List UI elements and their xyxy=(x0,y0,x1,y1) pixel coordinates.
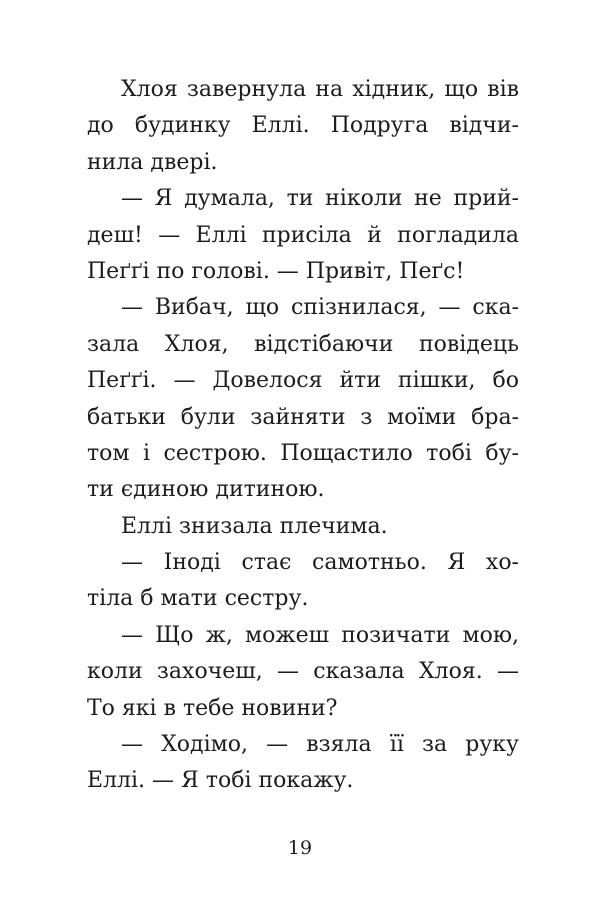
text-line-17: коли захочеш, — сказала Хлоя. — xyxy=(87,659,519,685)
text-line-10: батьки були зайняти з моїми бра- xyxy=(87,404,519,430)
text-line-13: Еллі знизала плечима. xyxy=(121,513,388,539)
text-line-4: — Я думала, ти ніколи не прий- xyxy=(121,186,519,212)
text-line-2: до будинку Еллі. Подруга відчи- xyxy=(87,113,519,139)
text-line-14: — Іноді стає самотньо. Я хо- xyxy=(121,550,519,576)
text-line-3: нила двері. xyxy=(87,149,218,175)
text-line-16: — Що ж, можеш позичати мою, xyxy=(121,622,519,648)
text-line-18: То які в тебе новини? xyxy=(87,695,338,721)
text-line-12: ти єдиною дитиною. xyxy=(87,477,325,503)
text-line-20: Еллі. — Я тобі покажу. xyxy=(87,768,354,794)
text-line-6: Пеґґі по голові. — Привіт, Пеґс! xyxy=(87,258,465,284)
text-line-9: Пеґґі. — Довелося йти пішки, бо xyxy=(87,368,519,394)
text-line-11: том і сестрою. Пощастило тобі бу- xyxy=(87,440,519,466)
text-line-7: — Вибач, що спізнилася, — ска- xyxy=(121,295,519,321)
page-number: 19 xyxy=(287,837,313,859)
text-line-8: зала Хлоя, відстібаючи повідець xyxy=(87,331,519,357)
text-line-15: тіла б мати сестру. xyxy=(87,586,309,612)
text-line-1: Хлоя завернула на хідник, що вів xyxy=(121,77,519,102)
text-line-5: деш! — Еллі присіла й погладила xyxy=(87,222,519,248)
body-text xyxy=(87,72,519,800)
text-line-19: — Ходімо, — взяла її за руку xyxy=(121,732,519,758)
